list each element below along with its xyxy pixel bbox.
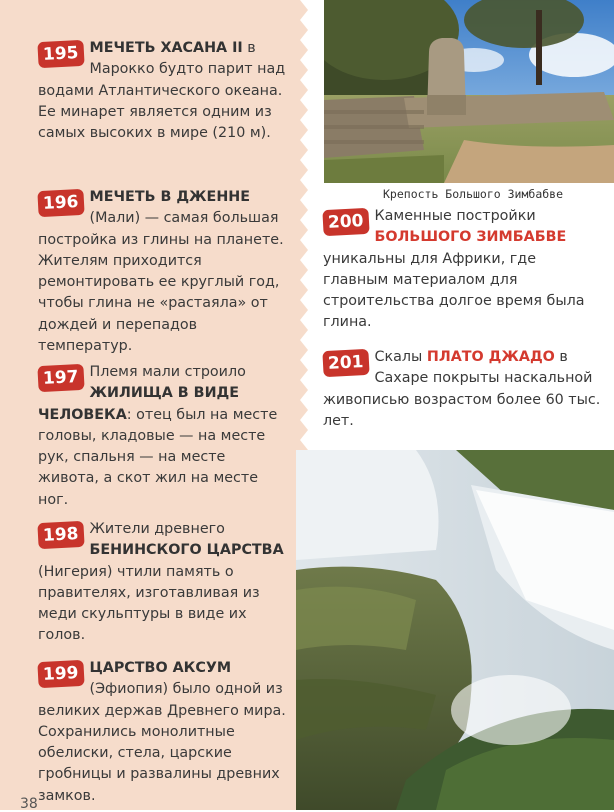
page-number: 38 bbox=[20, 796, 38, 812]
fact-201 bbox=[323, 347, 605, 432]
fact-text: (Мали) — самая большая постройка из глины на планете. Жителям приходится ремонтировать ее круглый год, чтобы глина не «растаяла» от дождей и перепадов температур. bbox=[38, 210, 284, 355]
fact-text: в Сахаре покрыты наскальной живописью возрастом более 60 тыс. лет. bbox=[323, 349, 601, 429]
fact-text: (Эфиопия) было одной из великих держав Древнего мира. Сохранились монолитные обелиски, стела, царские гробницы и развалины древних замков. bbox=[38, 681, 286, 804]
fact-text: : отец был на месте головы, кладовые — на месте рук, спальня — на месте живота, а скот жил на месте ног. bbox=[38, 406, 278, 508]
fact-highlight: ЖИЛИЩА В ВИДЕ ЧЕЛОВЕКА bbox=[38, 385, 240, 423]
fact-text: в Марокко будто парит над водами Атлантического океана. Ее минарет является одним из самых высоких в мире (210 м). bbox=[38, 40, 286, 142]
fact-199 bbox=[38, 658, 288, 807]
photo-caption: Крепость Большого Зимбабве bbox=[383, 187, 564, 201]
fact-number-badge: 195 bbox=[37, 40, 84, 68]
fact-198 bbox=[38, 519, 288, 647]
fact-highlight: ПЛАТО ДЖАДО bbox=[426, 349, 555, 365]
fact-number-badge: 197 bbox=[37, 364, 84, 392]
fact-number-badge: 201 bbox=[322, 349, 369, 377]
fact-highlight: МЕЧЕТЬ ХАСАНА II bbox=[89, 40, 243, 56]
fact-text-pre: Скалы bbox=[374, 349, 427, 365]
fact-text: уникальны для Африки, где главным материалом для строительства долгое время была глина. bbox=[323, 250, 585, 331]
fact-200 bbox=[323, 206, 605, 334]
fact-number-badge: 200 bbox=[322, 208, 369, 236]
fact-highlight: БОЛЬШОГО ЗИМБАБВЕ bbox=[374, 229, 567, 246]
fact-197 bbox=[38, 362, 288, 511]
fact-196 bbox=[38, 187, 288, 357]
fact-number-badge: 199 bbox=[37, 660, 84, 688]
fact-highlight: БЕНИНСКОГО ЦАРСТВА bbox=[89, 542, 284, 559]
waterfall-photo bbox=[296, 450, 614, 810]
fact-195 bbox=[38, 38, 288, 144]
fact-text-pre: Племя мали строило bbox=[89, 364, 246, 380]
fact-highlight: ЦАРСТВО АКСУМ bbox=[89, 660, 232, 676]
fact-number-badge: 198 bbox=[37, 521, 84, 549]
fact-number-badge: 196 bbox=[37, 189, 84, 217]
fact-text-pre: Жители древнего bbox=[89, 521, 225, 537]
fact-highlight: МЕЧЕТЬ В ДЖЕННЕ bbox=[89, 189, 251, 205]
fact-text: (Нигерия) чтили память о правителях, изготавливая из меди скульптуры в виде их голов. bbox=[38, 563, 260, 644]
great-zimbabwe-photo bbox=[324, 0, 614, 183]
fact-text-pre: Каменные постройки bbox=[374, 208, 536, 224]
